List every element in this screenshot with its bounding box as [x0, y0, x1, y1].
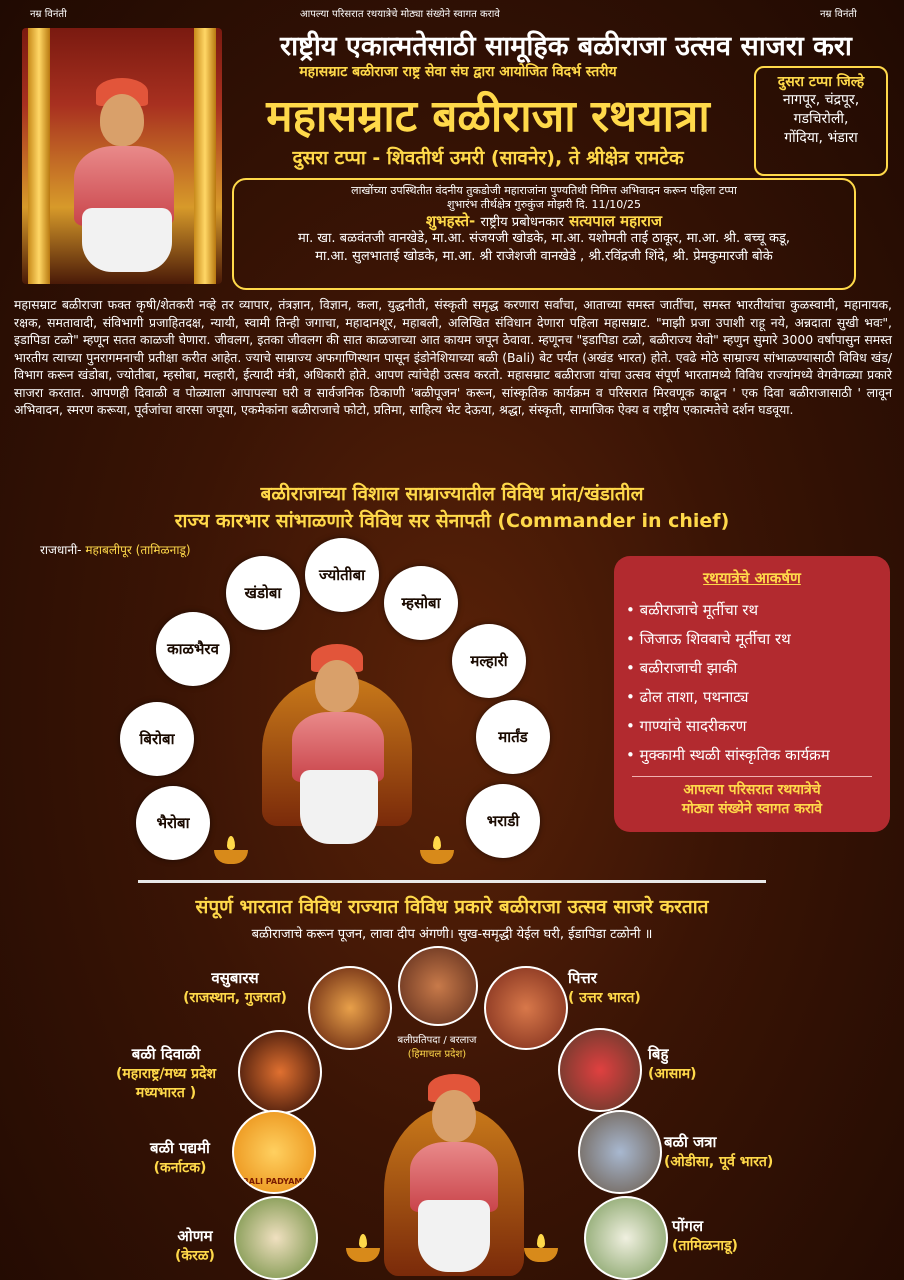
- attractions-panel: [614, 556, 890, 832]
- intro-paragraph: महासम्राट बळीराजा फक्त कृषी/शेतकरी नव्हे तर व्यापार, तंत्रज्ञान, विज्ञान, कला, युद्धनीती, संस्कृती समृद्ध करणारा सर्वांचा, आताच्या समस्त जातींचा, समस्त भारतीयांचा कुळस्वामी, महानायक, रक्षक, समतावादी, संविभागी प्रजाहितदक्ष, न्यायी, स्वामी तिन्ही जगाचा, महादानशूर, महाबली, अलिखित संविधान देणारा पहिला महासम्राट. "माझी प्रजा उपाशी राहू नये, अन्नदाता सुखी भवः", इडापिडा टळो" म्हणून सतत काळजी घेणारा. जीवलग, इतका जीवलग की सात काळजाच्या आत कायम जपून ठेवावा. म्हणूनच "इडापिडा टळो, बळीराज्य येवो" म्हणुन सुमारे 3000 वर्षापासुन समस्त भारतीय त्याच्या पुनरागमनाची प्रतीक्षा करीत आहेत. ज्याचे साम्राज्य अफगाणिस्थान पासून इंडोनेशियाच्या बळी (Bali) बेट पर्यंत (अखंड भारत) होते. एवढे मोठे साम्राज्य सांभाळण्यासाठी विविध खंड/ विभाग करून खंडोबा, ज्योतीबा, म्हसोबा, मल्हारी, ईत्यादी मंत्री, अधिकारी होते. आपण त्यांचेही उत्सव करतो. महासम्राट बळीराजा यांचा उत्सव संपूर्ण भारतामध्ये विविध राज्यांमध्ये वेगवेगळ्या प्रकारे साजरा करतात. आपणही दिवाळी व पोळ्याला आपापल्या घरी व सार्वजनिक ठिकाणी 'बळीपूजन' करून, सांस्कृतिक कार्यक्रम व परिसरात मिरवणूक काढून ' एक दिवा बळीराजासाठी ' लावून अभिवादन, स्मरण करूया, पूर्वजांचा वारसा जपूया, एकमेकांना बळीराजाचे फोटो, प्रतिमा, साहित्य भेट देऊया, श्रद्धा, संस्कृती, सामाजिक ऐक्य व राष्ट्रीय एकात्मतेचे दर्शन घडवूया.: [14, 297, 892, 417]
- commander-circle: बिरोबा: [120, 702, 194, 776]
- festival-region: (आसाम): [648, 1066, 697, 1082]
- festival-name: पित्तर: [568, 969, 597, 987]
- festival-photo: [398, 946, 478, 1026]
- commanders-heading1: बळीराजाच्या विशाल साम्राज्यातील विविध प्रांत/खंडातील: [260, 483, 644, 505]
- festival-right: [648, 1044, 738, 1083]
- festival-name: ओणम: [177, 1227, 213, 1245]
- festival-region: (ओडीसा, पूर्व भारत): [664, 1154, 774, 1170]
- commander-circle: म्हसोबा: [384, 566, 458, 640]
- festivals-heading: संपूर्ण भारतात विविध राज्यात विविध प्रकारे बळीराजा उत्सव साजरे करतात: [195, 896, 709, 918]
- festival-photo: [584, 1196, 668, 1280]
- blessing-line: [234, 214, 854, 230]
- districts-line: गोंदिया, भंडारा: [784, 130, 858, 146]
- inauguration-line2: शुभारंभ तीर्थक्षेत्र गुरुकुंज मोझरी दि. 11/10/25: [447, 198, 641, 211]
- attraction-item: • ढोल ताशा, पथनाट्य: [626, 683, 890, 712]
- capital-value: महाबलीपूर (तामिळनाडू): [85, 543, 191, 557]
- festival-region: (केरळ): [175, 1248, 215, 1264]
- attraction-item: • बळीराजाचे मूर्तीचा रथ: [626, 596, 890, 625]
- festival-photo: [232, 1110, 316, 1194]
- festival-region: ( उत्तर भारत): [568, 990, 641, 1006]
- attractions-footer-line1: आपल्या परिसरात रथयात्रेचे: [683, 782, 821, 798]
- commander-circle: भराडी: [466, 784, 540, 858]
- festivals-subheading: बळीराजाचे करून पूजन, लावा दीप अंगणी। सुख-समृद्धी येईल घरी, ईडापिडा टळोनी ॥: [251, 927, 653, 942]
- attractions-footer-line2: मोठ्या संख्येने स्वागत करावे: [681, 801, 823, 817]
- divider: [138, 880, 766, 883]
- header-line1: राष्ट्रीय एकात्मतेसाठी सामूहिक बळीराजा उत्सव साजरा करा: [280, 31, 852, 62]
- blessing-label: शुभहस्ते-: [425, 212, 476, 230]
- festival-name: बिहु: [648, 1045, 669, 1063]
- capital-line: [40, 541, 191, 558]
- attraction-item: • जिजाऊ शिवबाचे मूर्तीचा रथ: [626, 625, 890, 654]
- capital-label: राजधानी-: [40, 543, 82, 557]
- blessing-role: राष्ट्रीय प्रबोधनकार: [480, 215, 564, 230]
- attractions-footer: [632, 776, 872, 819]
- page-title: महासम्राट बळीराजा रथयात्रा: [266, 91, 710, 142]
- festival-region: (कर्नाटक): [153, 1160, 207, 1176]
- districts-heading: दुसरा टप्पा जिल्हे: [777, 74, 865, 90]
- festival-region: (महाराष्ट्र/मध्य प्रदेश: [115, 1066, 217, 1082]
- attraction-item: • गाण्यांचे सादरीकरण: [626, 712, 890, 741]
- commander-circle: भैरोबा: [136, 786, 210, 860]
- king-portrait-image: [22, 28, 222, 284]
- districts-box: [754, 66, 888, 176]
- festival-region: मध्यभारत ): [135, 1085, 197, 1101]
- blessing-name: सत्यपाल महाराज: [569, 212, 663, 230]
- festival-photo: [308, 966, 392, 1050]
- districts-line: नागपूर, चंद्रपूर,: [782, 92, 860, 108]
- festival-name: पोंगल: [672, 1217, 704, 1235]
- top-left-note: नम्र विनंती: [30, 9, 67, 20]
- attraction-item: • मुक्कामी स्थळी सांस्कृतिक कार्यक्रम: [626, 741, 890, 770]
- header-line4: दुसरा टप्पा - शिवतीर्थ उमरी (सावनेर), ते श्रीक्षेत्र रामटेक: [292, 147, 684, 169]
- commanders-heading2: राज्य कारभार सांभाळणारे विविध सर सेनापती (Commander in chief): [174, 510, 730, 532]
- festival-photo: [484, 966, 568, 1050]
- attractions-heading: रथयात्रेचे आकर्षण: [703, 569, 801, 587]
- festival-name: बळी दिवाळी: [131, 1045, 201, 1063]
- festival-center: [370, 1032, 504, 1060]
- commander-circle: मार्तंड: [476, 700, 550, 774]
- diya-icon: [420, 850, 454, 864]
- districts-line: गडचिरोली,: [793, 111, 849, 127]
- padyami-caption: BALI PADYAMI: [242, 1177, 306, 1186]
- guests-line1: मा. खा. बळवंतजी वानखेडे, मा.आ. संजयजी खोडके, मा.आ. यशोमती ताई ठाकूर, मा.आ. श्री. बच्चू कडू,: [297, 231, 791, 246]
- commander-circle: काळभैरव: [156, 612, 230, 686]
- attraction-item: • बळीराजाची झाकी: [626, 654, 890, 683]
- inauguration-box: [232, 178, 856, 290]
- diya-icon: [214, 850, 248, 864]
- festival-name: बळी पद्यमी: [150, 1139, 210, 1157]
- commander-circle: खंडोबा: [226, 556, 300, 630]
- festival-right: [672, 1216, 782, 1255]
- inauguration-line1: लाखोंच्या उपस्थितीत वंदनीय तुकडोजी महाराजांना पुण्यतिथी निमित्त अभिवादन करून पहिला टप्पा: [351, 184, 737, 197]
- festival-name: वसुबारस: [211, 969, 259, 987]
- king-statue-image: [262, 640, 412, 860]
- festival-left: [160, 1226, 230, 1265]
- festival-photo: [238, 1030, 322, 1114]
- commander-circle: मल्हारी: [452, 624, 526, 698]
- header-line2: महासम्राट बळीराजा राष्ट्र सेवा संघ द्वारा आयोजित विदर्भ स्तरीय: [299, 64, 617, 80]
- diya-icon: [346, 1248, 380, 1262]
- festival-photo: [234, 1196, 318, 1280]
- top-right-note: नम्र विनंती: [820, 9, 857, 20]
- festival-left: [96, 1044, 236, 1102]
- festival-right: [664, 1132, 804, 1171]
- festival-left: [160, 968, 310, 1007]
- king-statue-bottom-image: [384, 1070, 524, 1280]
- festival-photo: [558, 1028, 642, 1112]
- festival-region: (राजस्थान, गुजरात): [183, 990, 287, 1006]
- festival-center-region: (हिमाचल प्रदेश): [407, 1049, 467, 1060]
- festival-photo: [578, 1110, 662, 1194]
- top-center-note: आपल्या परिसरात रथयात्रेचे मोठ्या संख्येने स्वागत करावे: [300, 9, 500, 20]
- festival-name: बळी जत्रा: [664, 1133, 717, 1151]
- festival-left: [130, 1138, 230, 1177]
- commander-circle: ज्योतीबा: [305, 538, 379, 612]
- diya-icon: [524, 1248, 558, 1262]
- festival-center-name: बलीप्रतिपदा / बरलाज: [397, 1035, 477, 1046]
- guests-line2: मा.आ. सुलभाताई खोडके, मा.आ. श्री राजेशजी वानखेडे , श्री.रविंद्रजी शिंदे, श्री. प्रेमकुमारजी बोके: [315, 249, 773, 264]
- festival-region: (तामिळनाडू): [672, 1238, 738, 1254]
- festival-right: [568, 968, 678, 1007]
